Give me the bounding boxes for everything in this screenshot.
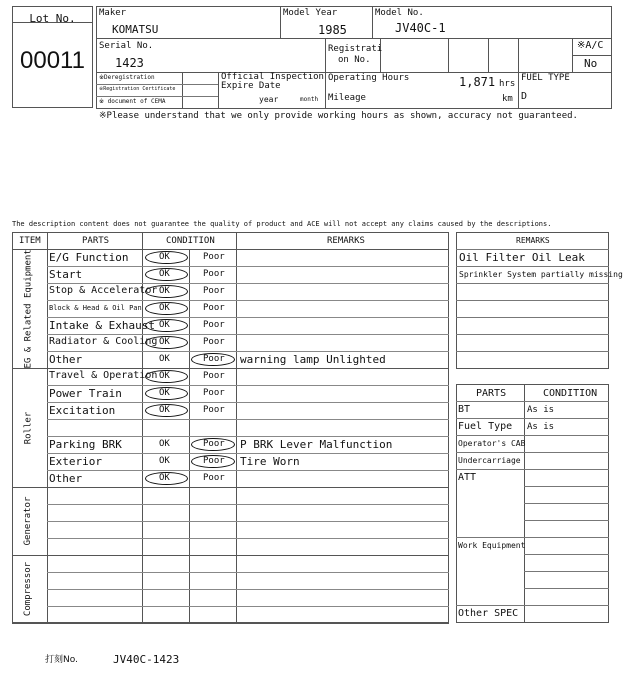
ok-selected-circle: [145, 404, 188, 417]
ok-option[interactable]: OK: [159, 473, 170, 483]
col-item-header: ITEM: [19, 236, 41, 246]
ok-selected-circle: [145, 268, 188, 281]
ok-option[interactable]: OK: [159, 388, 170, 398]
col-condition-header: CONDITION: [166, 236, 215, 246]
part-name: E/G Function: [49, 251, 129, 264]
side-part-name: BT: [458, 404, 471, 415]
side-remark-line: Oil Filter Oil Leak: [459, 251, 585, 264]
ac-value: No: [584, 57, 598, 70]
poor-option[interactable]: Poor: [203, 371, 225, 381]
lot-number: 00011: [20, 47, 85, 74]
poor-selected-circle: [191, 438, 235, 451]
part-name: Other: [49, 472, 83, 485]
registration-label-2: on No.: [338, 55, 371, 65]
part-name: Intake & Exhaust: [49, 319, 155, 332]
ok-option[interactable]: OK: [159, 456, 170, 466]
group-label: Generator: [23, 496, 33, 546]
ok-option[interactable]: OK: [159, 405, 170, 415]
poor-option[interactable]: Poor: [203, 405, 225, 415]
inspection-label-1: Official Inspection: [221, 72, 324, 82]
stamp-label: 打刻No.: [45, 655, 78, 665]
lot-box: [12, 6, 93, 108]
side-part-name: Fuel Type: [458, 421, 513, 432]
ok-selected-circle: [145, 472, 188, 485]
part-name: Radiator & Cooling: [49, 336, 158, 347]
side-part-name: Undercarriage: [458, 456, 521, 465]
km-unit: km: [502, 94, 513, 104]
col-remarks-header: REMARKS: [327, 236, 365, 246]
ok-option[interactable]: OK: [159, 371, 170, 381]
lot-header: [13, 7, 92, 23]
stamp-value: JV40C-1423: [113, 653, 180, 666]
maker-value: KOMATSU: [112, 23, 159, 36]
ok-option[interactable]: OK: [159, 354, 170, 364]
remark-text: Tire Worn: [240, 455, 300, 468]
ok-option[interactable]: OK: [159, 337, 170, 347]
hrs-unit: hrs: [499, 79, 516, 89]
part-name: Travel & Operation: [49, 370, 158, 381]
remark-text: P BRK Lever Malfunction: [240, 438, 393, 451]
ok-option[interactable]: OK: [159, 286, 170, 296]
ok-option[interactable]: OK: [159, 320, 170, 330]
ok-selected-circle: [145, 302, 188, 315]
serial-value: 1423: [115, 56, 144, 70]
registration-label-1: Registrati: [328, 44, 383, 54]
part-name: Stop & Accelerator: [49, 285, 158, 296]
hours-note: ※Please understand that we only provide working hours as shown, accuracy not guaranteed.: [99, 111, 578, 121]
poor-option[interactable]: Poor: [203, 337, 225, 347]
mileage-label: Mileage: [328, 93, 366, 103]
poor-option[interactable]: Poor: [203, 303, 225, 313]
poor-option[interactable]: Poor: [203, 252, 225, 262]
poor-selected-circle: [191, 455, 235, 468]
model-year-value: 1985: [318, 23, 347, 37]
ok-selected-circle: [145, 319, 188, 332]
ok-option[interactable]: OK: [159, 303, 170, 313]
ok-selected-circle: [145, 251, 188, 264]
ok-selected-circle: [145, 387, 188, 400]
poor-option[interactable]: Poor: [203, 388, 225, 398]
part-name: Parking BRK: [49, 438, 122, 451]
side-part-name: ATT: [458, 472, 477, 483]
side-parts-header: PARTS: [476, 388, 507, 399]
poor-option[interactable]: Poor: [203, 439, 225, 449]
ok-option[interactable]: OK: [159, 439, 170, 449]
group-label: EG & Related Equipment: [23, 248, 33, 368]
ac-label: ※A/C: [577, 40, 604, 51]
model-no-label: Model No.: [375, 8, 424, 18]
inspection-label-2: Expire Date: [221, 81, 281, 91]
poor-option[interactable]: Poor: [203, 320, 225, 330]
maker-label: Maker: [99, 8, 127, 18]
operating-hours-label: Operating Hours: [328, 73, 410, 83]
ok-option[interactable]: OK: [159, 269, 170, 279]
poor-option[interactable]: Poor: [203, 354, 225, 364]
ok-option[interactable]: OK: [159, 252, 170, 262]
operating-hours-value: 1,871: [459, 75, 496, 89]
part-name: Excitation: [49, 404, 116, 417]
group-label: Compressor: [23, 561, 33, 617]
side-part-name: Other SPEC: [458, 608, 519, 619]
ok-selected-circle: [145, 370, 188, 383]
fuel-type-value: D: [521, 91, 528, 102]
part-name: Exterior: [49, 455, 102, 468]
poor-option[interactable]: Poor: [203, 269, 225, 279]
side-remark-line: Sprinkler System partially missing: [459, 270, 623, 279]
group-label: Roller: [23, 411, 33, 444]
side-condition-header: CONDITION: [543, 388, 598, 399]
part-name: Block & Head & Oil Pan: [49, 304, 142, 312]
year-label: year: [259, 95, 279, 104]
disclaimer: The description content does not guarantee the quality of product and ACE will not accept any claims caused by the descriptions.: [12, 220, 552, 228]
side-part-condition: As is: [527, 405, 555, 415]
part-name: Power Train: [49, 387, 122, 400]
registration-certificate-label: ※Registration Certificate: [99, 86, 176, 92]
poor-option[interactable]: Poor: [203, 473, 225, 483]
ok-selected-circle: [145, 285, 188, 298]
lot-label: Lot No.: [29, 12, 76, 25]
part-name: Other: [49, 353, 83, 366]
side-part-condition: As is: [527, 422, 555, 432]
side-part-name: Work Equipment: [458, 541, 526, 550]
poor-option[interactable]: Poor: [203, 286, 225, 296]
deregistration-label: ※Deregistration: [99, 74, 155, 81]
side-remarks-header: REMARKS: [516, 236, 550, 245]
model-year-label: Model Year: [283, 8, 338, 18]
serial-label: Serial No.: [99, 41, 154, 51]
model-no-value: JV40C-1: [395, 21, 446, 35]
side-part-name: Operator's CAB: [458, 439, 526, 448]
poor-option[interactable]: Poor: [203, 456, 225, 466]
cema-label: ※ document of CEMA: [99, 98, 166, 105]
fuel-type-label: FUEL TYPE: [521, 73, 570, 83]
col-parts-header: PARTS: [82, 236, 110, 246]
ok-selected-circle: [145, 336, 188, 349]
remark-text: warning lamp Unlighted: [240, 353, 386, 366]
month-label: month: [300, 96, 319, 103]
poor-selected-circle: [191, 353, 235, 366]
part-name: Start: [49, 268, 83, 281]
